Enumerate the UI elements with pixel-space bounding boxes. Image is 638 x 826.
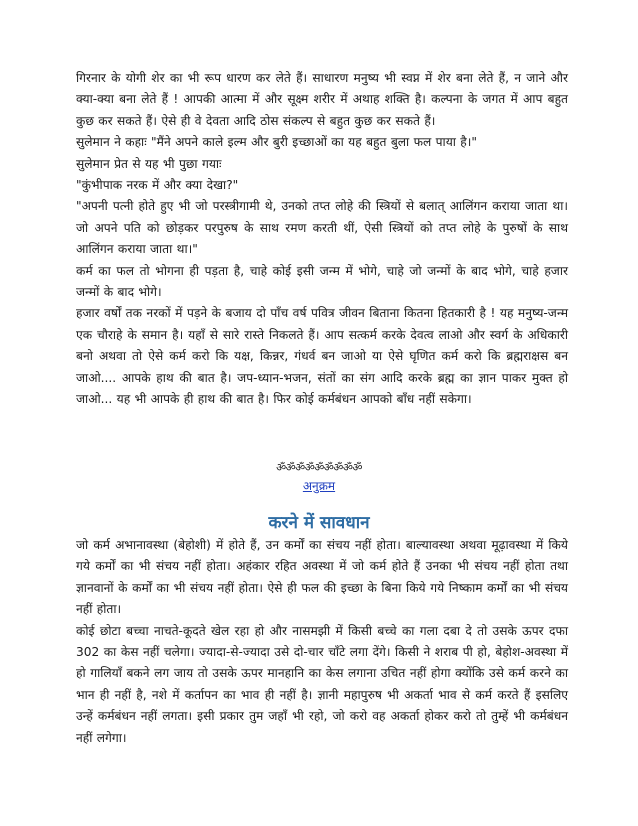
paragraph: "कुंभीपाक नरक में और क्या देखा?" <box>76 178 239 193</box>
paragraph: "अपनी पत्नी होते हुए भी जो परस्त्रीगामी थे, उनको तप्त लोहे की स्त्रियों से बलात् आलिंगन कराया जाता था। जो अपने पति को छोड़कर परपुरुष के साथ रमण करती थीं, ऐसी स्त्रियों को तप्त लोहे के पुरुषों के साथ आलिंगन कराया जाता था।" <box>76 199 568 257</box>
index-link[interactable]: अनुक्रम <box>302 479 336 493</box>
paragraph: कोई छोटा बच्चा नाचते-कूदते खेल रहा हो और नासमझी में किसी बच्चे का गला दबा दे तो उसके ऊपर दफा 302 का केस नहीं चलेगा। ज्यादा-से-ज्यादा उसे दो-चार चाँटे लगा देंगे। किसी ने शराब पी हो, बेहोश-अवस्था में हो गालियाँ बकने लग जाय तो उसके ऊपर मानहानि का केस लगाना उचित नहीं होगा क्योंकि उसे कर्म करने का भान ही नहीं है, नशे में कर्तापन का भाव ही नहीं है। ज्ञानी महापुरुष भी अकर्ता भाव से कर्म करते हैं इसलिए उन्हें कर्मबंधन नहीं लगता। इसी प्रकार तुम जहाँ भी रहो, जो करो वह अकर्ता होकर करो तो तुम्हें भी कर्मबंधन नहीं लगेगा। <box>76 623 568 745</box>
om-divider: ॐॐॐॐॐॐॐॐॐ <box>276 461 362 474</box>
paragraph: हजार वर्षों तक नरकों में पड़ने के बजाय दो पाँच वर्ष पवित्र जीवन बिताना कितना हितकारी है ! यह मनुष्य-जन्म एक चौराहे के समान है। यहाँ से सारे रास्ते निकलते हैं। आप सत्कर्म करके देवत्व लाओ और स्वर्ग के अधिकारी बनो अथवा तो ऐसे कर्म करो कि यक्ष, किन्नर, गंधर्व बन जाओ या ऐसे घृणित कर्म करो कि ब्रह्मराक्षस बन जाओ.... आपके हाथ की बात है। जप-ध्यान-भजन, संतों का संग आदि करके ब्रह्म का ज्ञान पाकर मुक्त हो जाओ... यह भी आपके ही हाथ की बात है। फिर कोई कर्मबंधन आपको बाँध नहीं सकेगा। <box>76 306 568 407</box>
section-karma-fruit <box>76 68 568 411</box>
paragraph: कर्म का फल तो भोगना ही पड़ता है, चाहे कोई इसी जन्म में भोगे, चाहे जो जन्मों के बाद भोगे, चाहे हजार जन्मों के बाद भोगे। <box>76 263 568 300</box>
section-heading: करने में सावधान <box>268 513 370 533</box>
paragraph: गिरनार के योगी शेर का भी रूप धारण कर लेते हैं। साधारण मनुष्य भी स्वप्न में शेर बना लेते हैं, न जाने और क्या-क्या बना लेते हैं ! आपकी आत्मा में और सूक्ष्म शरीर में अथाह शक्ति है। कल्पना के जगत में आप बहुत कुछ कर सकते हैं। ऐसे ही वे देवता आदि ठोस संकल्प से बहुत कुछ कर सकते हैं। <box>76 71 568 128</box>
paragraph: जो कर्म अभानावस्था (बेहोशी) में होते हैं, उन कर्मों का संचय नहीं होता। बाल्यावस्था अथवा मूढ़ावस्था में किये गये कर्मों का भी संचय नहीं होता। अहंकार रहित अवस्था में जो कर्म होते हैं उनका भी संचय नहीं होता तथा ज्ञानवानों के कर्मों का भी संचय नहीं होता। ऐसे ही फल की इच्छा के बिना किये गये निष्काम कर्मों का भी संचय नहीं होता। <box>76 538 568 617</box>
section-karne-mein-saavdhan <box>76 535 568 749</box>
paragraph: सुलेमान प्रेत से यह भी पुछा गयाः <box>76 156 222 171</box>
paragraph: सुलेमान ने कहाः "मैंने अपने काले इल्म और बुरी इच्छाओं का यह बहुत बुला फल पाया है।" <box>76 135 477 150</box>
